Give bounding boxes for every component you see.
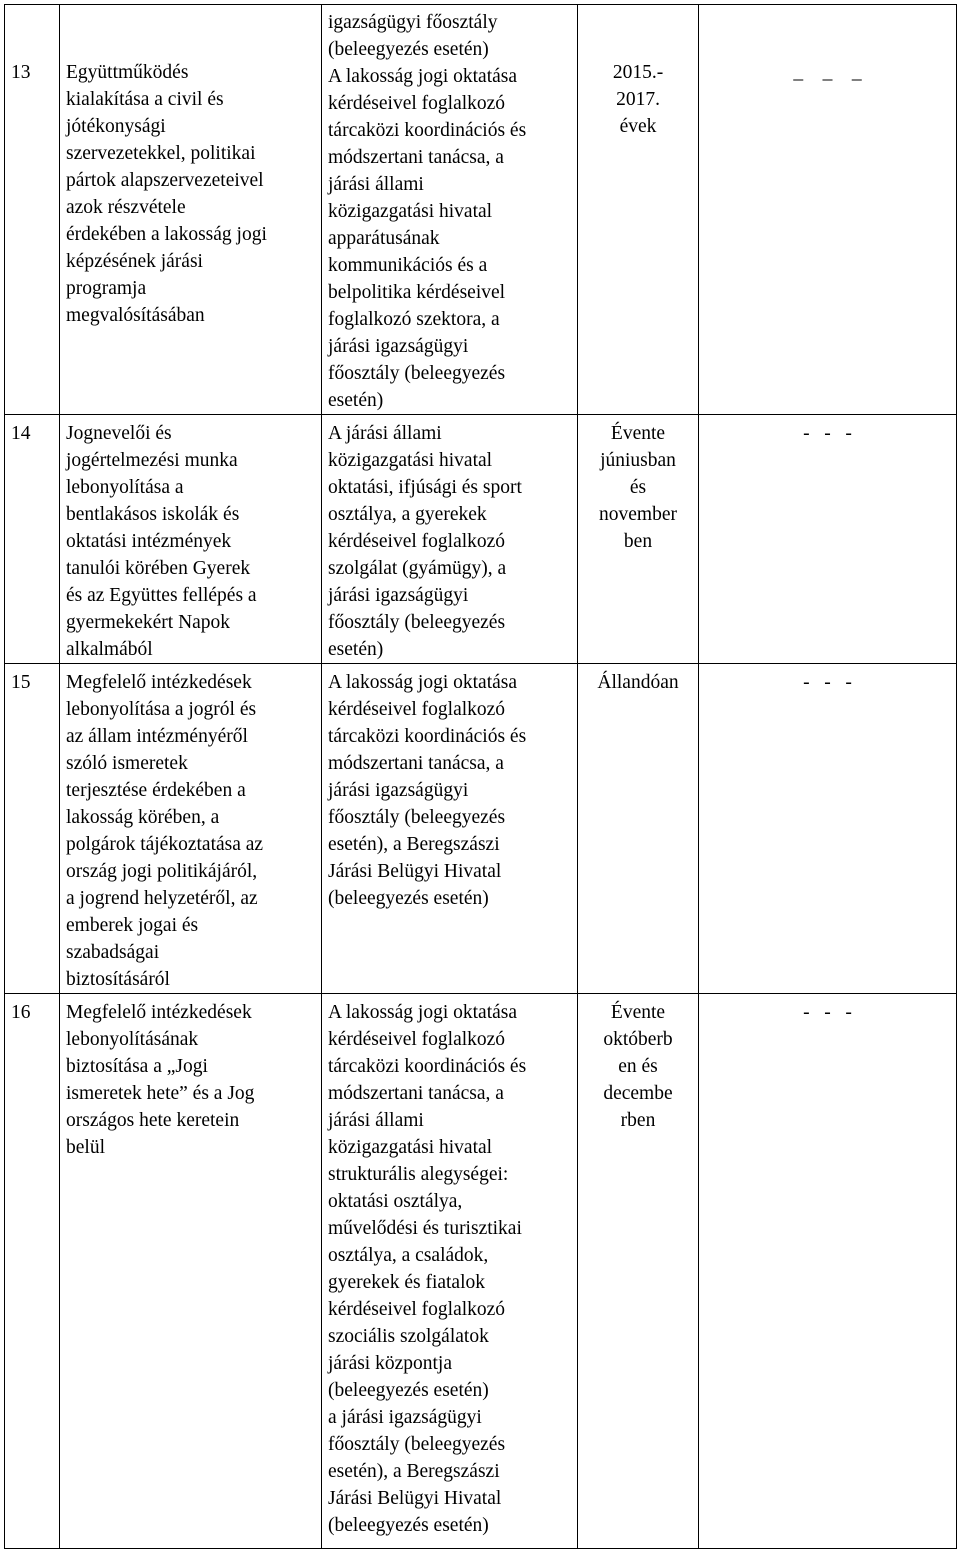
- deadline-cell: Állandóan: [578, 664, 699, 994]
- funding-cell: - - -: [699, 664, 957, 994]
- row-number: 15: [5, 664, 60, 994]
- activity-cell: Megfelelő intézkedések lebonyolítása a jogról és az állam intézményéről szóló ismeretek terjesztése érdekében a lakosság körében, a polgárok tájékoztatása az ország jogi politikájáról, a jogrend helyzetéről, az emberek jogai és szabadságai biztosításáról: [60, 664, 322, 994]
- responsible-cell: igazságügyi főosztály (beleegyezés esetén) A lakosság jogi oktatása kérdéseivel foglalkozó tárcaközi koordinációs és módszertani tanácsa, a járási állami közigazgatási hivatal apparátusának kommunikációs és a belpolitika kérdéseivel foglalkozó szektora, a járási igazságügyi főosztály (beleegyezés esetén): [322, 5, 578, 415]
- activity-cell: Együttműködés kialakítása a civil és jótékonysági szervezetekkel, politikai pártok alapszervezeteivel azok részvétele érdekében a lakosság jogi képzésének járási programja megvalósításában: [60, 5, 322, 415]
- plan-table: [4, 4, 957, 1549]
- table-row: [5, 415, 957, 664]
- responsible-cell: A járási állami közigazgatási hivatal oktatási, ifjúsági és sport osztálya, a gyerekek kérdéseivel foglalkozó szolgálat (gyámügy), a járási igazságügyi főosztály (beleegyezés esetén): [322, 415, 578, 664]
- responsible-cell: A lakosság jogi oktatása kérdéseivel foglalkozó tárcaközi koordinációs és módszertani tanácsa, a járási igazságügyi főosztály (beleegyezés esetén), a Beregszászi Járási Belügyi Hivatal (beleegyezés esetén): [322, 664, 578, 994]
- table-row: [5, 994, 957, 1549]
- deadline-cell: 2015.- 2017. évek: [578, 5, 699, 415]
- funding-cell: _ _ _: [699, 5, 957, 415]
- deadline-cell: Évente júniusban és november ben: [578, 415, 699, 664]
- row-number: 13: [5, 5, 60, 415]
- row-number: 14: [5, 415, 60, 664]
- table-row: [5, 5, 957, 415]
- row-number: 16: [5, 994, 60, 1549]
- funding-cell: - - -: [699, 415, 957, 664]
- activity-cell: Megfelelő intézkedések lebonyolításának biztosítása a „Jogi ismeretek hete” és a Jog országos hete keretein belül: [60, 994, 322, 1549]
- responsible-cell: A lakosság jogi oktatása kérdéseivel foglalkozó tárcaközi koordinációs és módszertani tanácsa, a járási állami közigazgatási hivatal strukturális alegységei: oktatási osztálya, művelődési és turisztikai osztálya, a családok, gyerekek és fiatalok kérdéseivel foglalkozó szociális szolgálatok járási központja (beleegyezés esetén) a járási igazságügyi főosztály (beleegyezés esetén), a Beregszászi Járási Belügyi Hivatal (beleegyezés esetén): [322, 994, 578, 1549]
- funding-cell: - - -: [699, 994, 957, 1549]
- activity-cell: Jognevelői és jogértelmezési munka lebonyolítása a bentlakásos iskolák és oktatási intézmények tanulói körében Gyerek és az Együttes fellépés a gyermekekért Napok alkalmából: [60, 415, 322, 664]
- deadline-cell: Évente októberb en és decembe rben: [578, 994, 699, 1549]
- table-row: [5, 664, 957, 994]
